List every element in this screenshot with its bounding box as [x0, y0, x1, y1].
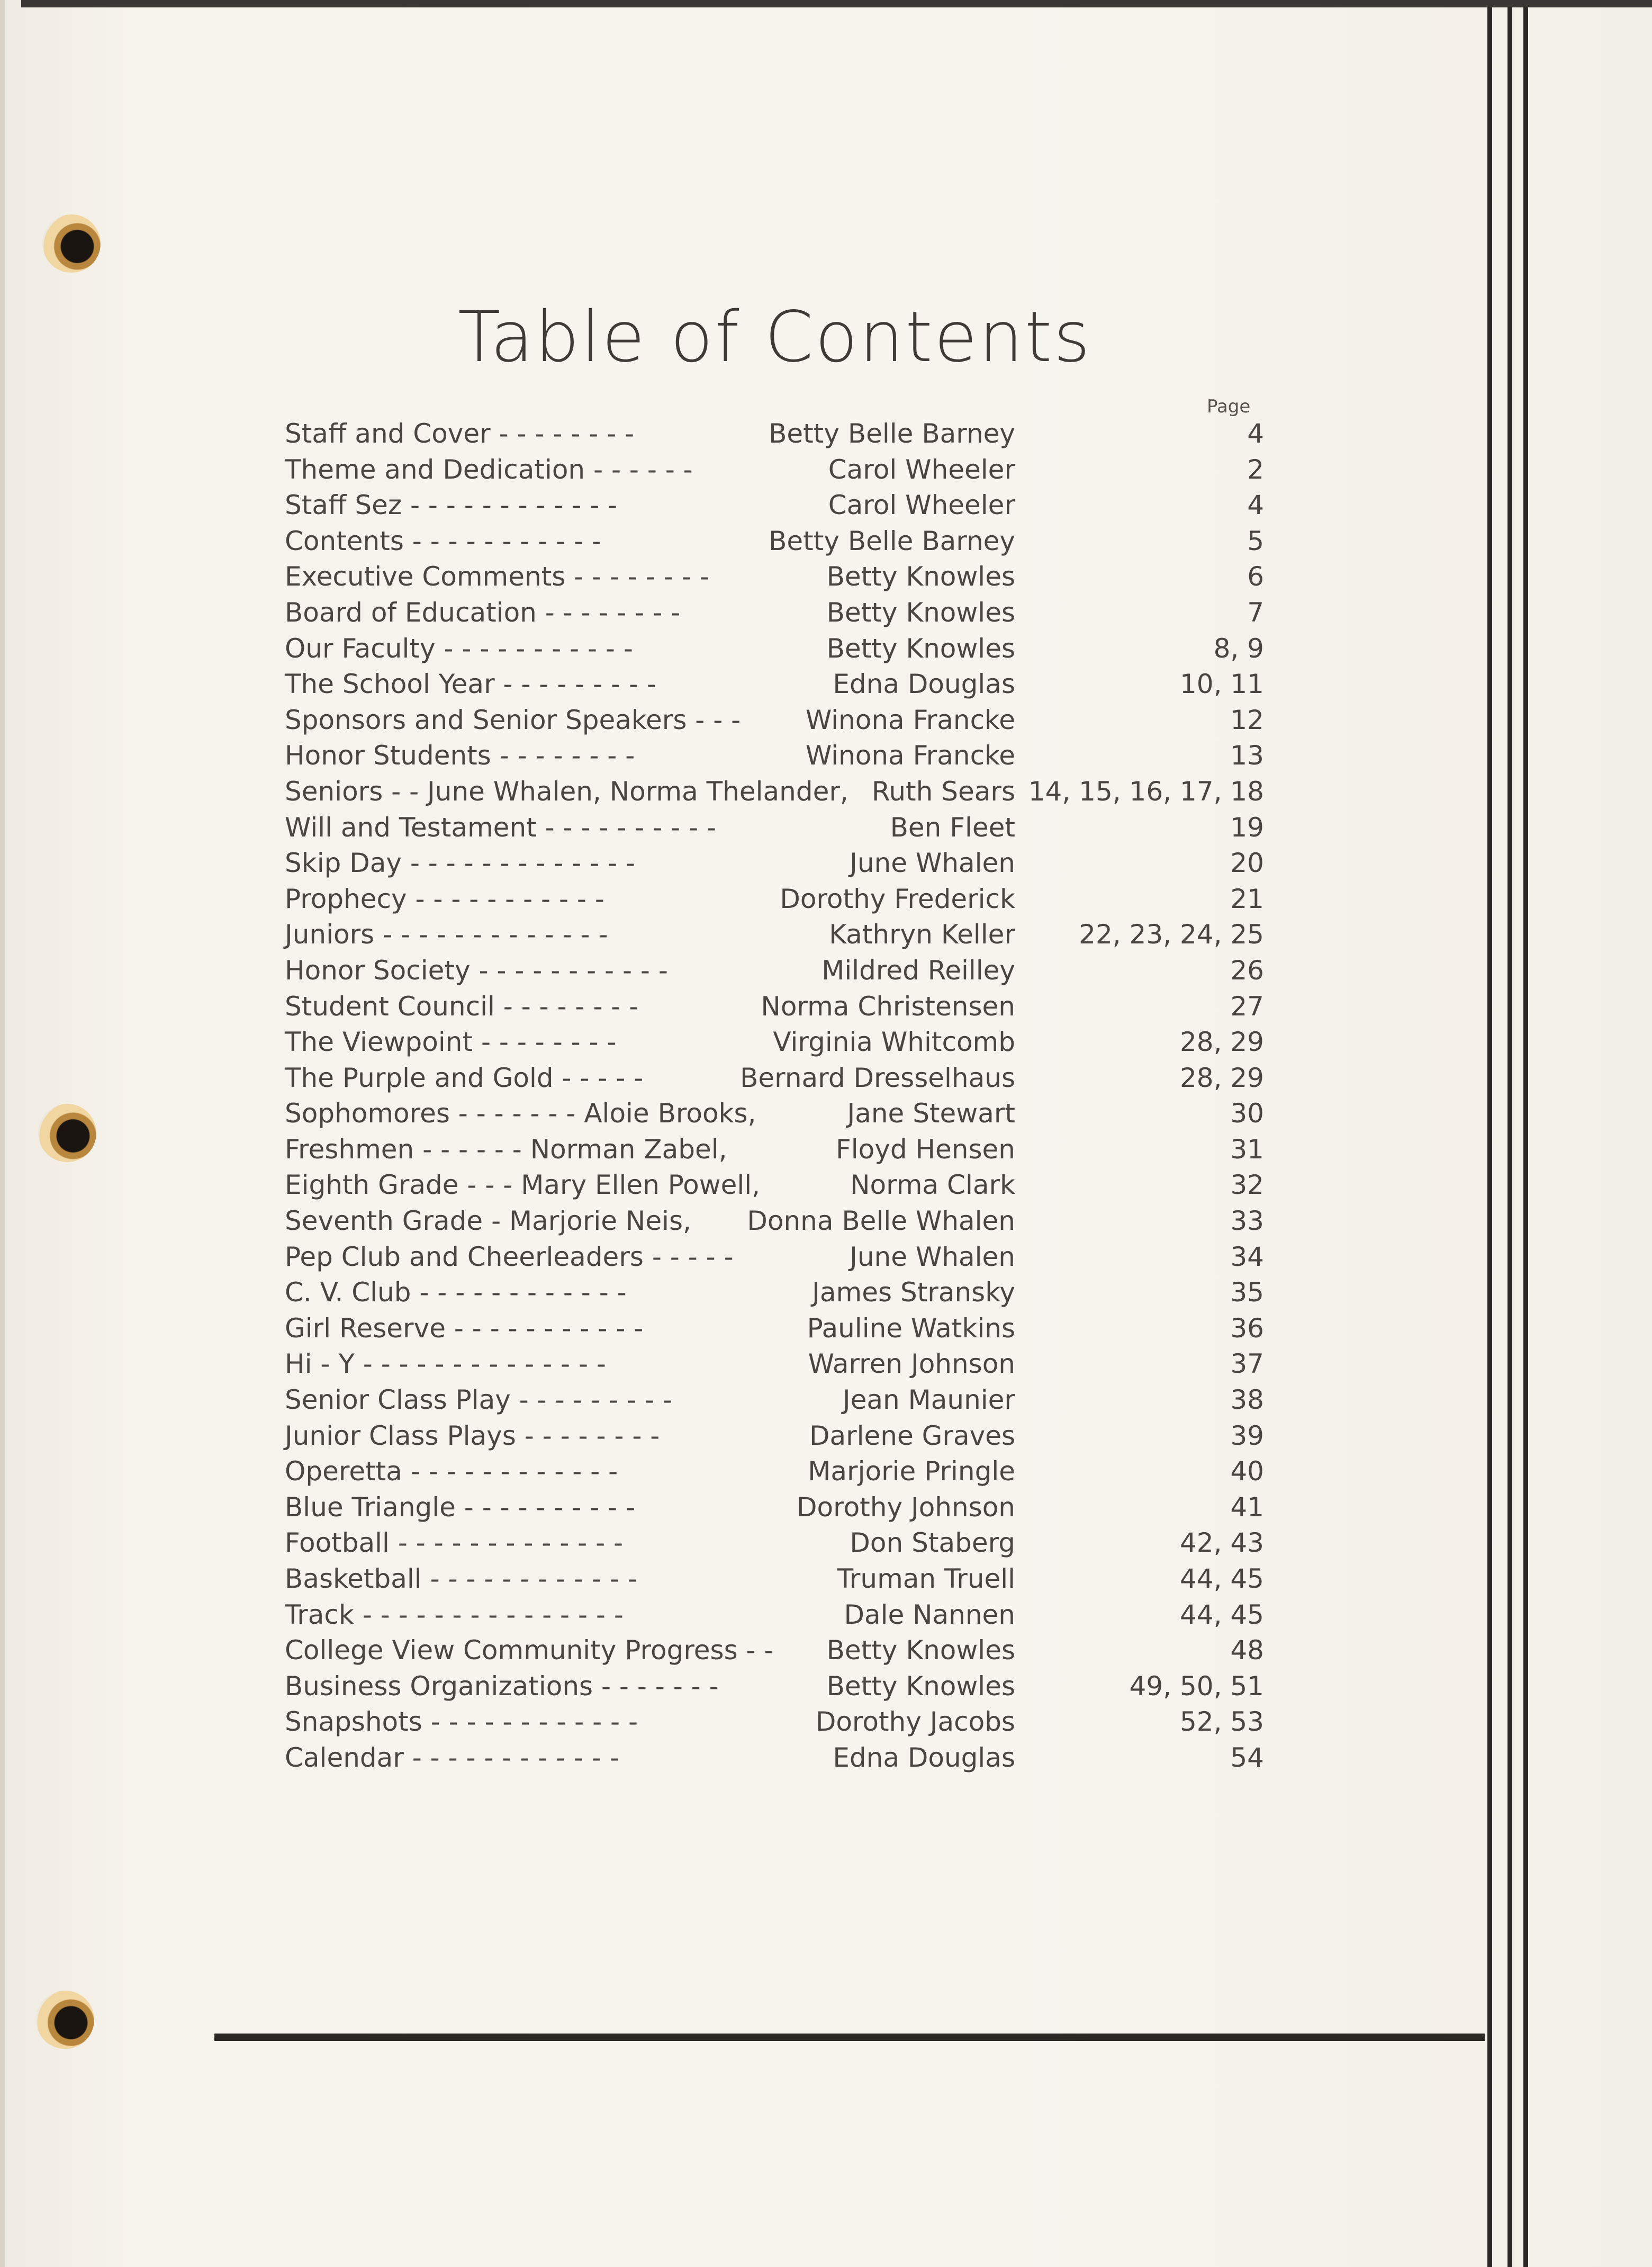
- table-of-contents: [285, 416, 1264, 1776]
- toc-row: [285, 810, 1264, 846]
- vertical-rule-1: [1487, 7, 1492, 2267]
- toc-section-title: Theme and Dedication - - - - - -: [285, 454, 693, 485]
- toc-section-title: Prophecy - - - - - - - - - - -: [285, 883, 604, 914]
- toc-section-title: Girl Reserve - - - - - - - - - - -: [285, 1312, 644, 1344]
- toc-author: Norma Clark: [850, 1170, 1015, 1201]
- toc-section-title: Honor Society - - - - - - - - - - -: [285, 955, 668, 986]
- left-page-edge: [0, 0, 5, 2267]
- toc-row: [285, 1704, 1264, 1740]
- toc-row: [285, 667, 1264, 703]
- toc-row: [285, 1525, 1264, 1561]
- toc-author: Norma Christensen: [761, 991, 1015, 1022]
- toc-author: June Whalen: [850, 1241, 1015, 1272]
- toc-row: [285, 524, 1264, 560]
- toc-row: [285, 1167, 1264, 1203]
- toc-section-title: Seniors - - June Whalen, Norma Thelander,: [285, 776, 848, 807]
- toc-author: Betty Knowles: [826, 1670, 1015, 1702]
- toc-page-numbers: 27: [1230, 991, 1264, 1022]
- toc-section-title: The Purple and Gold - - - - -: [285, 1062, 644, 1093]
- punch-hole-bottom: [36, 1991, 94, 2049]
- toc-row: [285, 559, 1264, 595]
- toc-page-numbers: 12: [1230, 704, 1264, 735]
- toc-page-numbers: 40: [1230, 1456, 1264, 1487]
- toc-section-title: College View Community Progress - -: [285, 1635, 774, 1666]
- toc-page-numbers: 44, 45: [1179, 1599, 1264, 1630]
- toc-section-title: Staff and Cover - - - - - - - -: [285, 418, 635, 449]
- toc-row: [285, 452, 1264, 488]
- toc-row: [285, 703, 1264, 739]
- punch-hole-top: [42, 214, 101, 273]
- toc-section-title: Contents - - - - - - - - - - -: [285, 525, 602, 556]
- toc-page-numbers: 20: [1230, 848, 1264, 879]
- toc-section-title: The School Year - - - - - - - - -: [285, 669, 657, 700]
- toc-author: Pauline Watkins: [807, 1312, 1015, 1344]
- toc-page-numbers: 19: [1230, 812, 1264, 843]
- toc-section-title: Sophomores - - - - - - - Aloie Brooks,: [285, 1098, 756, 1129]
- page-column-heading: Page: [1207, 396, 1251, 417]
- toc-section-title: Juniors - - - - - - - - - - - - -: [285, 919, 608, 950]
- toc-page-numbers: 41: [1230, 1491, 1264, 1523]
- toc-author: Dale Nannen: [844, 1599, 1015, 1630]
- toc-section-title: Track - - - - - - - - - - - - - - -: [285, 1599, 624, 1630]
- toc-author: Betty Knowles: [826, 597, 1015, 628]
- toc-section-title: Skip Day - - - - - - - - - - - - -: [285, 848, 636, 879]
- toc-row: [285, 989, 1264, 1025]
- toc-row: [285, 738, 1264, 774]
- toc-author: Jane Stewart: [847, 1098, 1015, 1129]
- toc-page-numbers: 38: [1230, 1384, 1264, 1416]
- toc-section-title: C. V. Club - - - - - - - - - - - -: [285, 1277, 627, 1308]
- toc-row: [285, 845, 1264, 881]
- toc-page-numbers: 34: [1230, 1241, 1264, 1272]
- toc-row: [285, 1382, 1264, 1418]
- toc-page-numbers: 28, 29: [1179, 1062, 1264, 1093]
- toc-section-title: Student Council - - - - - - - -: [285, 991, 639, 1022]
- toc-author: Jean Maunier: [842, 1384, 1015, 1416]
- toc-page-numbers: 26: [1230, 955, 1264, 986]
- toc-row: [285, 595, 1264, 631]
- toc-page-numbers: 28, 29: [1179, 1027, 1264, 1058]
- toc-author: Virginia Whitcomb: [773, 1027, 1015, 1058]
- toc-row: [285, 1454, 1264, 1490]
- toc-page-numbers: 35: [1230, 1277, 1264, 1308]
- toc-section-title: The Viewpoint - - - - - - - -: [285, 1027, 617, 1058]
- toc-page-numbers: 36: [1230, 1312, 1264, 1344]
- toc-page-numbers: 44, 45: [1179, 1563, 1264, 1594]
- toc-page-numbers: 5: [1247, 525, 1264, 556]
- toc-section-title: Eighth Grade - - - Mary Ellen Powell,: [285, 1170, 761, 1201]
- vertical-rule-2: [1507, 7, 1512, 2267]
- top-binding-edge: [21, 0, 1652, 7]
- toc-section-title: Basketball - - - - - - - - - - - -: [285, 1563, 637, 1594]
- toc-section-title: Will and Testament - - - - - - - - - -: [285, 812, 717, 843]
- toc-row: [285, 1203, 1264, 1239]
- toc-section-title: Pep Club and Cheerleaders - - - - -: [285, 1241, 734, 1272]
- toc-page-numbers: 2: [1247, 454, 1264, 485]
- toc-author: Carol Wheeler: [828, 454, 1015, 485]
- toc-author: Winona Francke: [805, 704, 1015, 735]
- toc-section-title: Sponsors and Senior Speakers - - -: [285, 704, 741, 735]
- toc-author: Betty Knowles: [826, 561, 1015, 592]
- toc-row: [285, 1060, 1264, 1096]
- toc-page-numbers: 13: [1230, 740, 1264, 771]
- toc-row: [285, 1740, 1264, 1776]
- toc-page-numbers: 49, 50, 51: [1129, 1670, 1264, 1702]
- toc-row: [285, 1346, 1264, 1382]
- toc-row: [285, 1239, 1264, 1275]
- toc-author: Betty Knowles: [826, 633, 1015, 664]
- toc-row: [285, 1597, 1264, 1633]
- toc-author: Edna Douglas: [833, 1742, 1015, 1773]
- toc-author: James Stransky: [812, 1277, 1015, 1308]
- toc-author: Bernard Dresselhaus: [740, 1062, 1015, 1093]
- toc-section-title: Honor Students - - - - - - - -: [285, 740, 635, 771]
- toc-row: [285, 1311, 1264, 1347]
- toc-section-title: Football - - - - - - - - - - - - -: [285, 1527, 624, 1559]
- toc-author: Betty Belle Barney: [769, 418, 1015, 449]
- toc-author: Edna Douglas: [833, 669, 1015, 700]
- toc-row: [285, 1275, 1264, 1311]
- toc-section-title: Seventh Grade - Marjorie Neis,: [285, 1206, 691, 1237]
- toc-page-numbers: 37: [1230, 1348, 1264, 1380]
- toc-section-title: Hi - Y - - - - - - - - - - - - - -: [285, 1348, 606, 1380]
- toc-row: [285, 631, 1264, 667]
- toc-page-numbers: 4: [1247, 490, 1264, 521]
- toc-section-title: Board of Education - - - - - - - -: [285, 597, 681, 628]
- toc-row: [285, 1490, 1264, 1526]
- toc-section-title: Executive Comments - - - - - - - -: [285, 561, 709, 592]
- toc-section-title: Business Organizations - - - - - - -: [285, 1670, 719, 1702]
- toc-page-numbers: 48: [1230, 1635, 1264, 1666]
- toc-section-title: Freshmen - - - - - - Norman Zabel,: [285, 1134, 727, 1165]
- toc-author: Dorothy Frederick: [780, 883, 1015, 914]
- toc-author: Warren Johnson: [808, 1348, 1015, 1380]
- toc-page-numbers: 22, 23, 24, 25: [1079, 919, 1264, 950]
- toc-page-numbers: 8, 9: [1213, 633, 1264, 664]
- toc-row: [285, 953, 1264, 989]
- toc-page-numbers: 54: [1230, 1742, 1264, 1773]
- toc-page-numbers: 31: [1230, 1134, 1264, 1165]
- toc-page-numbers: 4: [1247, 418, 1264, 449]
- toc-author: Floyd Hensen: [835, 1134, 1015, 1165]
- toc-row: [285, 1132, 1264, 1168]
- toc-page-numbers: 6: [1247, 561, 1264, 592]
- toc-row: [285, 1561, 1264, 1597]
- toc-section-title: Staff Sez - - - - - - - - - - - -: [285, 490, 618, 521]
- toc-author: Dorothy Johnson: [797, 1491, 1015, 1523]
- toc-row: [285, 1633, 1264, 1669]
- toc-section-title: Operetta - - - - - - - - - - - -: [285, 1456, 618, 1487]
- page-title: Table of Contents: [458, 296, 1092, 378]
- toc-row: [285, 488, 1264, 524]
- toc-page-numbers: 10, 11: [1179, 669, 1264, 700]
- toc-row: [285, 917, 1264, 953]
- toc-section-title: Snapshots - - - - - - - - - - - -: [285, 1706, 638, 1738]
- toc-page-numbers: 39: [1230, 1420, 1264, 1451]
- toc-author: Carol Wheeler: [828, 490, 1015, 521]
- toc-row: [285, 881, 1264, 917]
- toc-section-title: Senior Class Play - - - - - - - - -: [285, 1384, 673, 1416]
- punch-hole-middle: [38, 1104, 96, 1162]
- bottom-horizontal-rule: [214, 2034, 1485, 2041]
- toc-section-title: Our Faculty - - - - - - - - - - -: [285, 633, 633, 664]
- toc-author: Betty Knowles: [826, 1635, 1015, 1666]
- toc-row: [285, 1024, 1264, 1060]
- toc-page-numbers: 52, 53: [1179, 1706, 1264, 1738]
- toc-page-numbers: 7: [1247, 597, 1264, 628]
- toc-author: Ruth Sears: [871, 776, 1015, 807]
- toc-author: Ben Fleet: [890, 812, 1015, 843]
- toc-row: [285, 1096, 1264, 1132]
- toc-section-title: Blue Triangle - - - - - - - - - -: [285, 1491, 636, 1523]
- toc-row: [285, 1669, 1264, 1705]
- toc-row: [285, 1418, 1264, 1454]
- toc-author: Winona Francke: [805, 740, 1015, 771]
- toc-author: Marjorie Pringle: [808, 1456, 1015, 1487]
- toc-page-numbers: 21: [1230, 883, 1264, 914]
- toc-page-numbers: 33: [1230, 1206, 1264, 1237]
- toc-author: Kathryn Keller: [829, 919, 1015, 950]
- toc-row: [285, 774, 1264, 810]
- toc-author: Dorothy Jacobs: [815, 1706, 1015, 1738]
- toc-author: Betty Belle Barney: [769, 525, 1015, 556]
- toc-section-title: Calendar - - - - - - - - - - - -: [285, 1742, 620, 1773]
- toc-page-numbers: 14, 15, 16, 17, 18: [1028, 776, 1264, 807]
- vertical-rule-3: [1523, 7, 1528, 2267]
- toc-author: Mildred Reilley: [822, 955, 1015, 986]
- toc-author: Donna Belle Whalen: [747, 1206, 1015, 1237]
- toc-author: Don Staberg: [850, 1527, 1015, 1559]
- toc-page-numbers: 32: [1230, 1170, 1264, 1201]
- toc-author: Darlene Graves: [809, 1420, 1015, 1451]
- toc-author: Truman Truell: [837, 1563, 1015, 1594]
- toc-row: [285, 416, 1264, 452]
- toc-page-numbers: 30: [1230, 1098, 1264, 1129]
- toc-section-title: Junior Class Plays - - - - - - - -: [285, 1420, 660, 1451]
- toc-page-numbers: 42, 43: [1179, 1527, 1264, 1559]
- toc-author: June Whalen: [850, 848, 1015, 879]
